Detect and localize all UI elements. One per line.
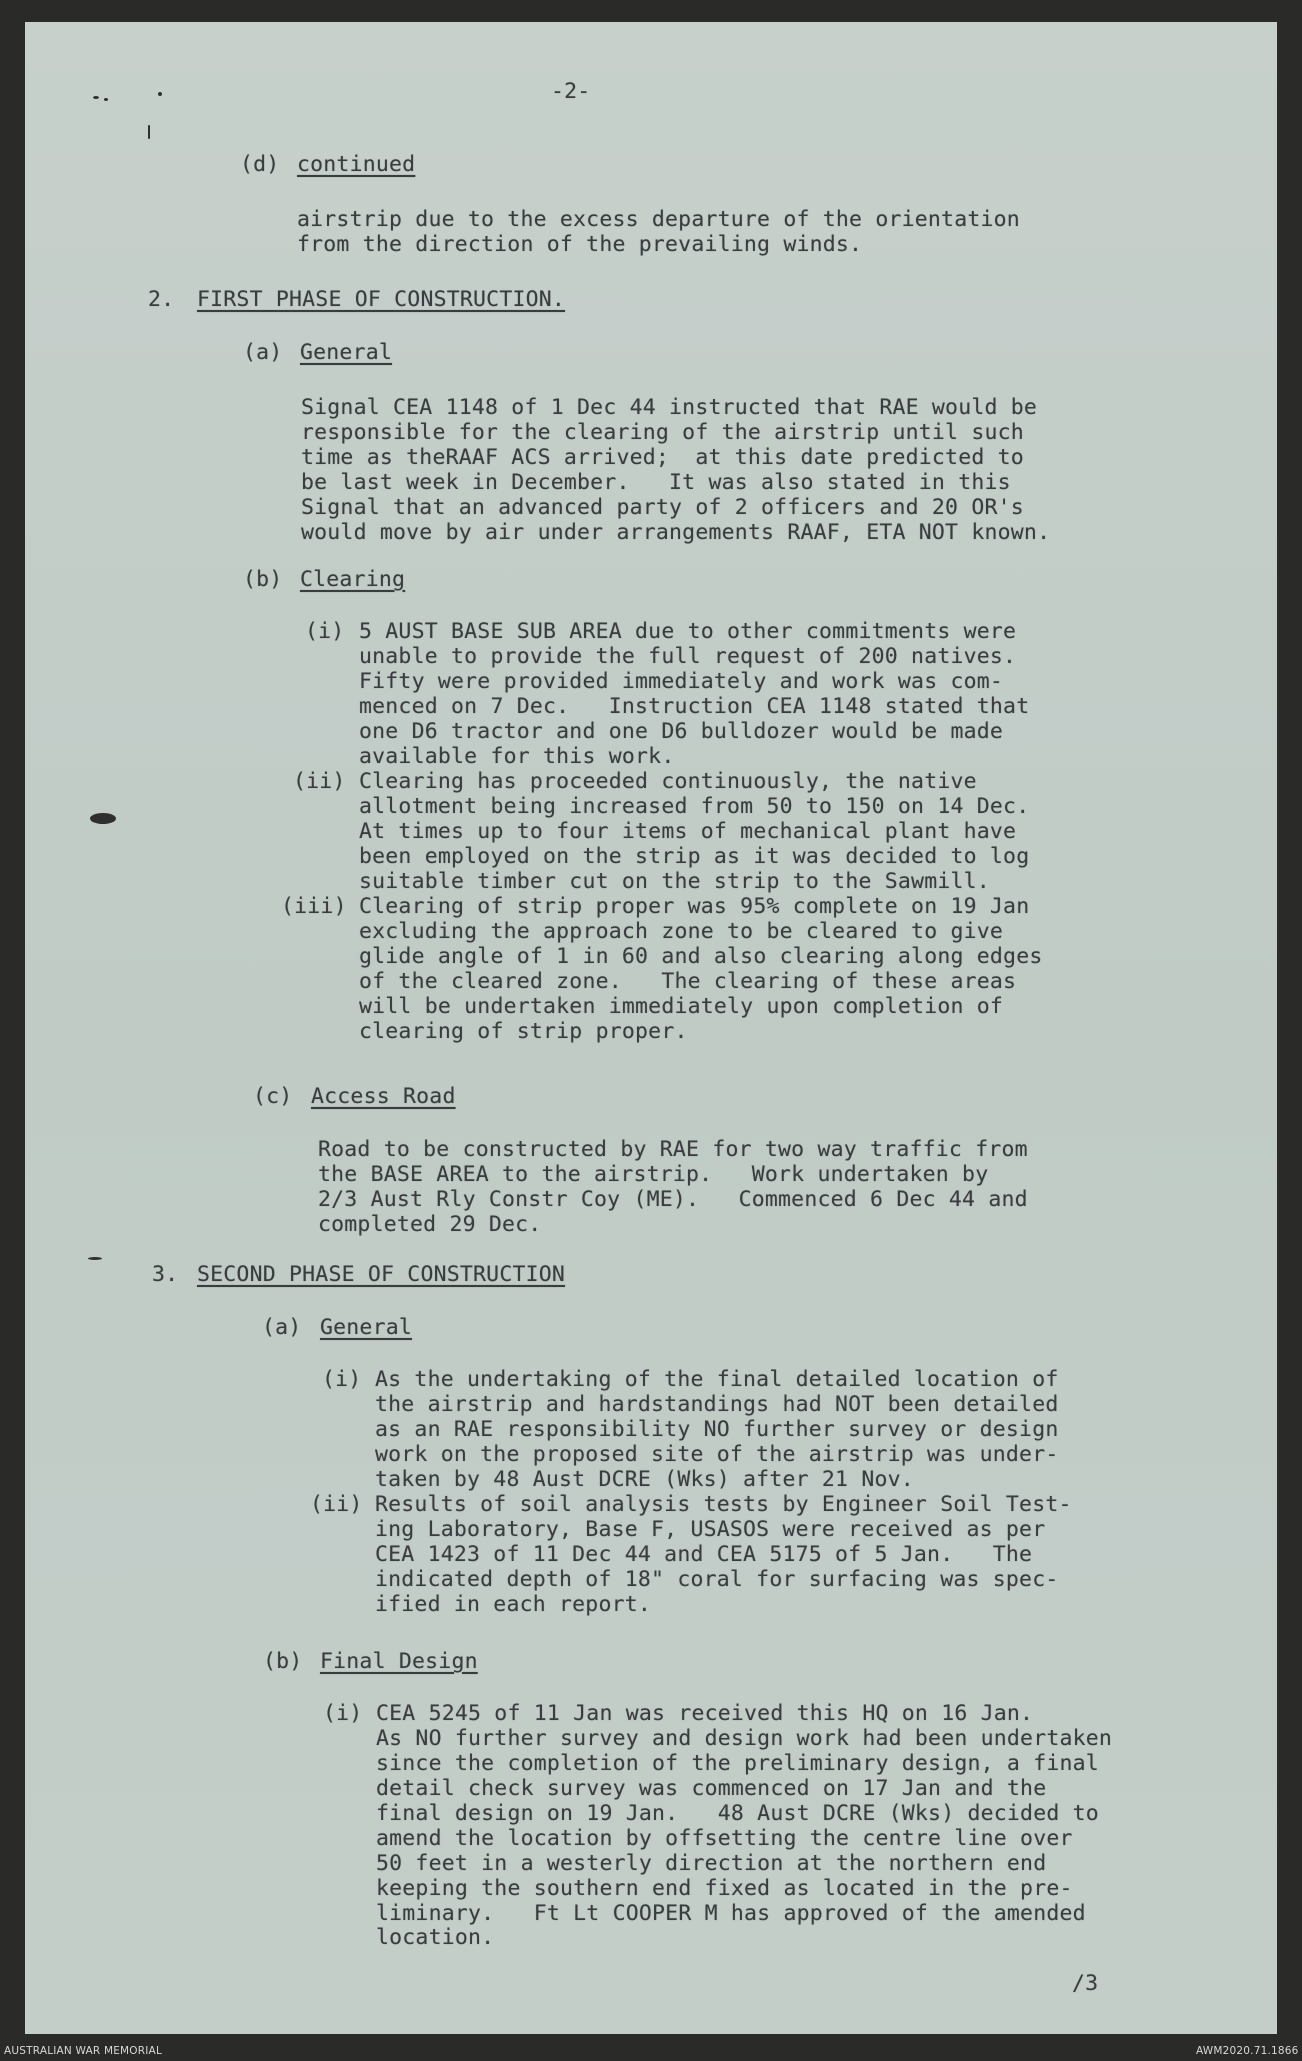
paragraph-line: been employed on the strip as it was decided to log — [359, 844, 1030, 869]
paragraph-line: keeping the southern end fixed as located in the pre- — [376, 1876, 1073, 1901]
paragraph-line: would move by air under arrangements RAAF, ETA NOT known. — [301, 520, 1051, 545]
ink-mark — [158, 92, 162, 96]
paragraph-line: one D6 tractor and one D6 bulldozer would be made — [359, 719, 1004, 744]
section-3-number: 3. — [152, 1262, 179, 1287]
paragraph-line: suitable timber cut on the strip to the Sawmill. — [359, 869, 990, 894]
paragraph-line: ified in each report. — [375, 1592, 652, 1617]
section-2c-prefix: (c) — [253, 1084, 293, 1109]
paragraph-line: excluding the approach zone to be cleared to give — [359, 919, 1004, 944]
paragraph-line: work on the proposed site of the airstrip was under- — [375, 1442, 1059, 1467]
paragraph-line: detail check survey was commenced on 17 Jan and the — [376, 1776, 1047, 1801]
paragraph-line: time as theRAAF ACS arrived; at this date predicted to — [301, 445, 1024, 470]
paragraph-line: as an RAE responsibility NO further survey or design — [375, 1417, 1059, 1442]
ink-mark — [148, 125, 150, 139]
paragraph-line: completed 29 Dec. — [318, 1212, 542, 1237]
continuation-marker: /3 — [1072, 1971, 1099, 1996]
paragraph-line: responsible for the clearing of the airstrip until such — [301, 420, 1024, 445]
page-number: -2- — [551, 79, 591, 104]
section-2-title: FIRST PHASE OF CONSTRUCTION. — [197, 287, 566, 312]
paragraph-line: 5 AUST BASE SUB AREA due to other commitments were — [359, 619, 1017, 644]
paragraph-line: final design on 19 Jan. 48 Aust DCRE (Wks) decided to — [376, 1801, 1099, 1826]
item-number: (ii) — [293, 769, 346, 794]
section-2-number: 2. — [148, 287, 175, 312]
paragraph-line: the airstrip and hardstandings had NOT been detailed — [375, 1392, 1059, 1417]
paragraph-line: Clearing has proceeded continuously, the native — [359, 769, 977, 794]
paragraph-line: Fifty were provided immediately and work was com- — [359, 669, 1004, 694]
section-3-title: SECOND PHASE OF CONSTRUCTION — [197, 1262, 566, 1287]
paragraph-line: be last week in December. It was also stated in this — [301, 470, 1011, 495]
paragraph-line: Results of soil analysis tests by Engineer Soil Test- — [375, 1492, 1072, 1517]
paragraph-line: amend the location by offsetting the centre line over — [376, 1826, 1073, 1851]
section-2b-heading: Clearing — [300, 567, 406, 592]
paragraph-line: 50 feet in a westerly direction at the northern end — [376, 1851, 1047, 1876]
paragraph-line: Signal CEA 1148 of 1 Dec 44 instructed that RAE would be — [301, 395, 1038, 420]
paragraph-line: As the undertaking of the final detailed location of — [375, 1367, 1059, 1392]
item-number: (i) — [322, 1367, 362, 1392]
item-number: (i) — [323, 1701, 363, 1726]
paragraph-line: taken by 48 Aust DCRE (Wks) after 21 Nov. — [375, 1467, 914, 1492]
paragraph-line: CEA 5245 of 11 Jan was received this HQ on 16 Jan. — [376, 1701, 1034, 1726]
paragraph-line: will be undertaken immediately upon completion of — [359, 994, 1004, 1019]
ink-mark — [104, 98, 108, 101]
paragraph-line: ing Laboratory, Base F, USASOS were received as per — [375, 1517, 1046, 1542]
ink-mark — [93, 96, 99, 99]
section-3b-prefix: (b) — [263, 1649, 303, 1674]
section-d-line: airstrip due to the excess departure of the orientation — [297, 207, 1020, 232]
paragraph-line: since the completion of the preliminary design, a final — [376, 1751, 1099, 1776]
paragraph-line: available for this work. — [359, 744, 675, 769]
section-2a-prefix: (a) — [243, 340, 283, 365]
section-2c-heading: Access Road — [311, 1084, 456, 1109]
paragraph-line: Signal that an advanced party of 2 officers and 20 OR's — [301, 495, 1024, 520]
paragraph-line: clearing of strip proper. — [359, 1019, 688, 1044]
paragraph-line: glide angle of 1 in 60 and also clearing along edges — [359, 944, 1043, 969]
paragraph-line: 2/3 Aust Rly Constr Coy (ME). Commenced 6 Dec 44 and — [318, 1187, 1028, 1212]
ink-mark — [88, 1257, 102, 1260]
section-d-heading: continued — [297, 152, 416, 177]
section-3b-heading: Final Design — [320, 1649, 478, 1674]
section-3a-prefix: (a) — [262, 1315, 302, 1340]
paragraph-line: Clearing of strip proper was 95% complete on 19 Jan — [359, 894, 1030, 919]
paragraph-line: CEA 1423 of 11 Dec 44 and CEA 5175 of 5 Jan. The — [375, 1542, 1033, 1567]
paragraph-line: At times up to four items of mechanical plant have — [359, 819, 1017, 844]
section-2b-prefix: (b) — [243, 567, 283, 592]
paragraph-line: menced on 7 Dec. Instruction CEA 1148 stated that — [359, 694, 1030, 719]
paragraph-line: the BASE AREA to the airstrip. Work undertaken by — [318, 1162, 989, 1187]
item-number: (i) — [305, 619, 345, 644]
paragraph-line: allotment being increased from 50 to 150 on 14 Dec. — [359, 794, 1030, 819]
paragraph-line: As NO further survey and design work had been undertaken — [376, 1726, 1113, 1751]
paragraph-line: location. — [376, 1925, 495, 1950]
section-d-line: from the direction of the prevailing winds. — [297, 232, 863, 257]
paragraph-line: indicated depth of 18" coral for surfacing was spec- — [375, 1567, 1059, 1592]
item-number: (ii) — [310, 1492, 363, 1517]
item-number: (iii) — [281, 894, 347, 919]
footer-right: AWM2020.71.1866 — [1196, 2045, 1299, 2057]
section-d-prefix: (d) — [240, 152, 280, 177]
section-2a-heading: General — [300, 340, 393, 365]
paragraph-line: Road to be constructed by RAE for two way traffic from — [318, 1137, 1028, 1162]
footer-left: AUSTRALIAN WAR MEMORIAL — [4, 2045, 162, 2057]
paragraph-line: unable to provide the full request of 200 natives. — [359, 644, 1017, 669]
section-3a-heading: General — [320, 1315, 413, 1340]
paragraph-line: of the cleared zone. The clearing of these areas — [359, 969, 1017, 994]
paragraph-line: liminary. Ft Lt COOPER M has approved of the amended — [376, 1901, 1086, 1926]
ink-blot — [90, 813, 116, 824]
